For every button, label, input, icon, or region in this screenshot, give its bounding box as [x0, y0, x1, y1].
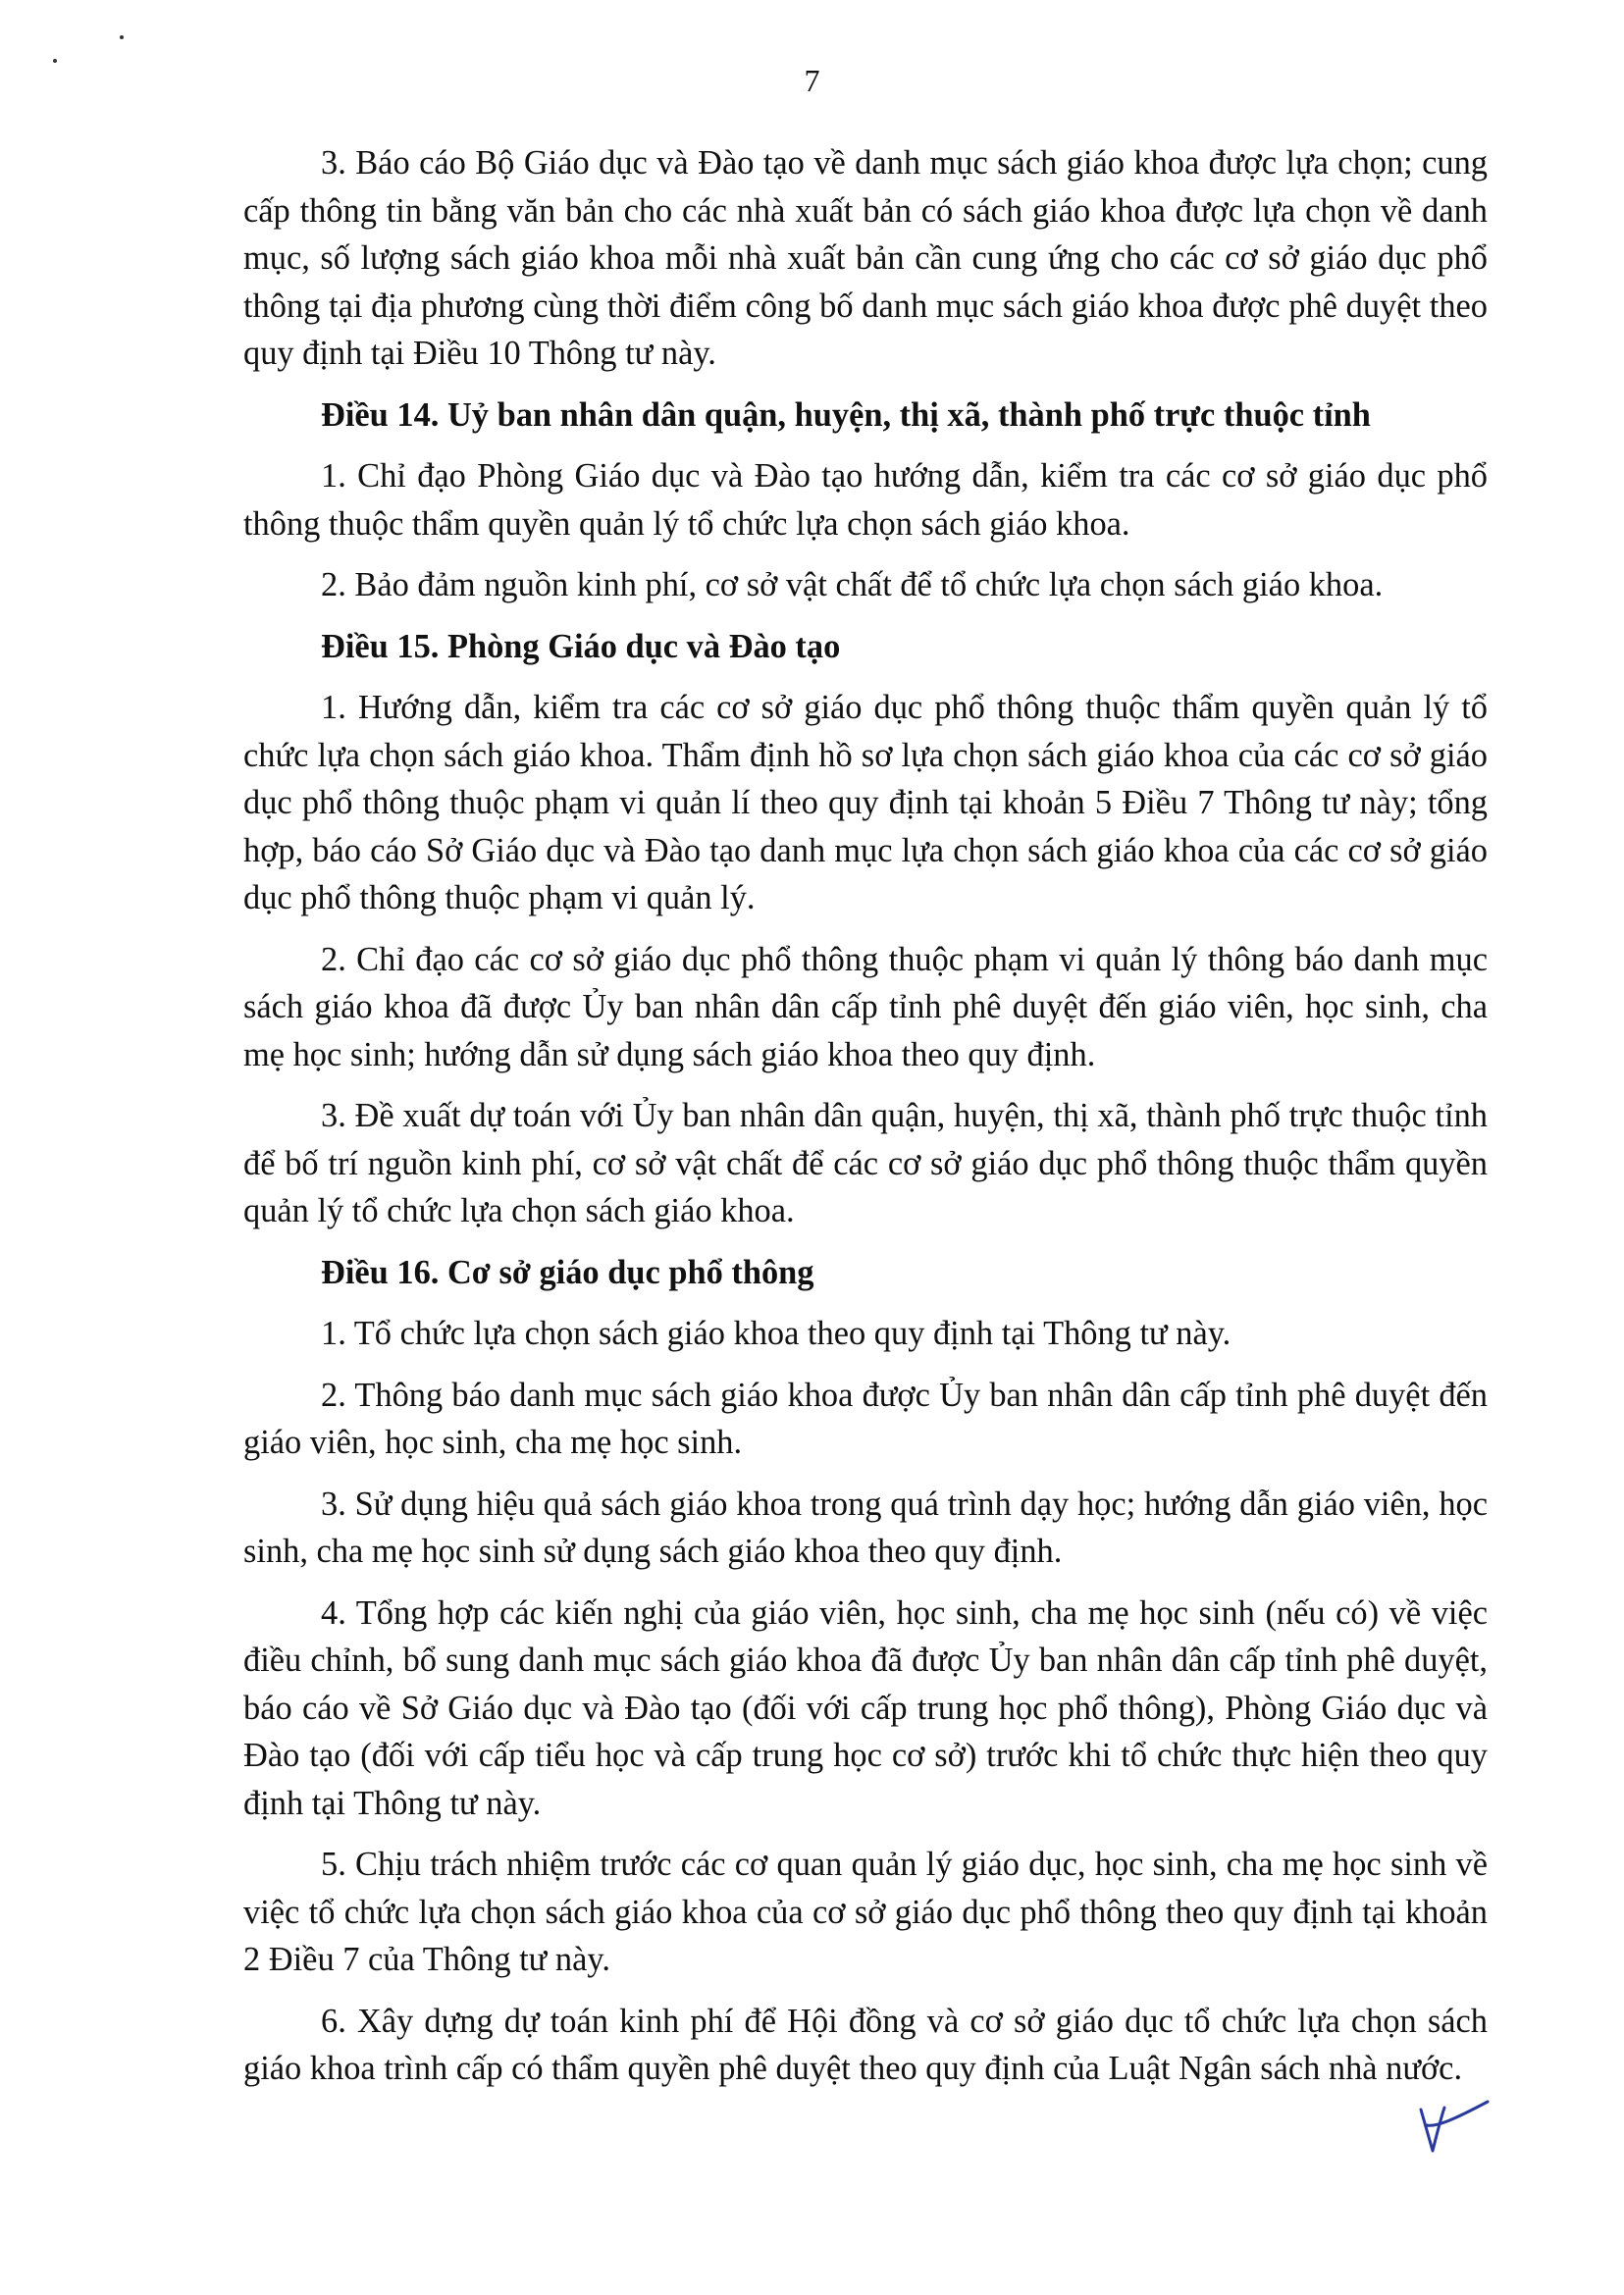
paragraph-16-2: 2. Thông báo danh mục sách giáo khoa được Ủy ban nhân dân cấp tỉnh phê duyệt đến giáo viên, học sinh, cha mẹ học sinh. — [243, 1376, 1488, 1461]
article-14-heading: Điều 14. Uỷ ban nhân dân quận, huyện, thị xã, thành phố trực thuộc tỉnh — [321, 395, 1371, 434]
initial-signature-icon — [1415, 2098, 1493, 2157]
paragraph-16-4: 4. Tổng hợp các kiến nghị của giáo viên, học sinh, cha mẹ học sinh (nếu có) về việc điều chỉnh, bổ sung danh mục sách giáo khoa đã được Ủy ban nhân dân cấp tỉnh phê duyệt, báo cáo về Sở Giáo dục và Đào tạo (đối với cấp trung học phổ thông), Phòng Giáo dục và Đào tạo (đối với cấp tiểu học và cấp trung học cơ sở) trước khi tổ chức thực hiện theo quy định tại Thông tư này. — [243, 1593, 1488, 1822]
paragraph-15-1: 1. Hướng dẫn, kiểm tra các cơ sở giáo dục phổ thông thuộc thẩm quyền quản lý tổ chức lựa chọn sách giáo khoa. Thẩm định hồ sơ lựa chọn sách giáo khoa của các cơ sở giáo dục phổ thông thuộc phạm vi quản lí theo quy định tại khoản 5 Điều 7 Thông tư này; tổng hợp, báo cáo Sở Giáo dục và Đào tạo danh mục lựa chọn sách giáo khoa của các cơ sở giáo dục phổ thông thuộc phạm vi quản lý. — [243, 689, 1488, 916]
article-15-heading: Điều 15. Phòng Giáo dục và Đào tạo — [321, 627, 841, 665]
paragraph-13-3: 3. Báo cáo Bộ Giáo dục và Đào tạo về danh mục sách giáo khoa được lựa chọn; cung cấp thông tin bằng văn bản cho các nhà xuất bản có sách giáo khoa được lựa chọn về danh mục, số lượng sách giáo khoa mỗi nhà xuất bản cần cung ứng cho các cơ sở giáo dục phổ thông tại địa phương cùng thời điểm công bố danh mục sách giáo khoa được phê duyệt theo quy định tại Điều 10 Thông tư này. — [243, 144, 1488, 372]
document-body — [243, 139, 1488, 2107]
paragraph-16-6: 6. Xây dựng dự toán kinh phí để Hội đồng và cơ sở giáo dục tổ chức lựa chọn sách giáo khoa trình cấp có thẩm quyền phê duyệt theo quy định của Luật Ngân sách nhà nước. — [243, 2002, 1488, 2087]
paragraph-16-3: 3. Sử dụng hiệu quả sách giáo khoa trong quá trình dạy học; hướng dẫn giáo viên, học sinh, cha mẹ học sinh sử dụng sách giáo khoa theo quy định. — [243, 1485, 1488, 1570]
paragraph-15-2: 2. Chỉ đạo các cơ sở giáo dục phổ thông thuộc phạm vi quản lý thông báo danh mục sách giáo khoa đã được Ủy ban nhân dân cấp tỉnh phê duyệt đến giáo viên, học sinh, cha mẹ học sinh; hướng dẫn sử dụng sách giáo khoa theo quy định. — [243, 940, 1488, 1073]
paragraph-14-1: 1. Chỉ đạo Phòng Giáo dục và Đào tạo hướng dẫn, kiểm tra các cơ sở giáo dục phổ thông thuộc thẩm quyền quản lý tổ chức lựa chọn sách giáo khoa. — [243, 457, 1488, 543]
article-16-heading: Điều 16. Cơ sở giáo dục phổ thông — [321, 1253, 814, 1291]
paragraph-15-3: 3. Đề xuất dự toán với Ủy ban nhân dân quận, huyện, thị xã, thành phố trực thuộc tỉnh để bố trí nguồn kinh phí, cơ sở vật chất để các cơ sở giáo dục phổ thông thuộc thẩm quyền quản lý tổ chức lựa chọn sách giáo khoa. — [243, 1097, 1488, 1229]
scan-speck — [120, 35, 124, 39]
paragraph-16-5: 5. Chịu trách nhiệm trước các cơ quan quản lý giáo dục, học sinh, cha mẹ học sinh về việc tổ chức lựa chọn sách giáo khoa của cơ sở giáo dục phổ thông theo quy định tại khoản 2 Điều 7 của Thông tư này. — [243, 1846, 1488, 1978]
page-number: 7 — [804, 63, 820, 98]
paragraph-16-1: 1. Tổ chức lựa chọn sách giáo khoa theo quy định tại Thông tư này. — [321, 1315, 1231, 1352]
paragraph-14-2: 2. Bảo đảm nguồn kinh phí, cơ sở vật chất để tổ chức lựa chọn sách giáo khoa. — [321, 566, 1384, 603]
